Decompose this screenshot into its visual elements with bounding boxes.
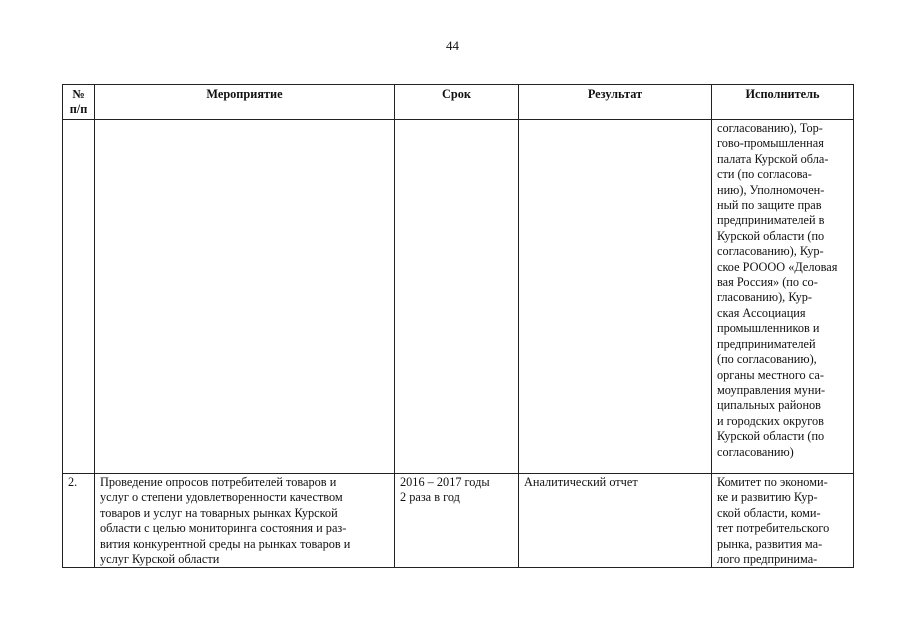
cell-term (395, 474, 519, 568)
header-result: Результат (519, 85, 712, 120)
header-event: Мероприятие (95, 85, 395, 120)
event-line: вития конкурентной среды на рынках товаров и (100, 536, 351, 551)
table-header-row (63, 85, 854, 120)
executor-line: гово-промышленная (717, 136, 824, 151)
event-line: Проведение опросов потребителей товаров и (100, 475, 337, 489)
executor-line: тет потребительского (717, 521, 830, 536)
executor-line: палата Курской обла- (717, 151, 829, 166)
executor-line: лого предпринима- (717, 552, 818, 567)
executor-line: промышленников и (717, 321, 820, 336)
cell-term (395, 120, 519, 474)
executor-line: предпринимателей в (717, 213, 825, 228)
cell-number (63, 120, 95, 474)
executor-line: органы местного са- (717, 367, 824, 382)
executor-line: Курской области (по (717, 228, 825, 243)
header-term: Срок (395, 85, 519, 120)
event-line: услуг Курской области (100, 552, 220, 567)
event-line: услуг о степени удовлетворенности качеством (100, 490, 343, 505)
page-number: 44 (446, 38, 459, 53)
executor-line: Курской области (по (717, 429, 825, 444)
header-executor: Исполнитель (712, 85, 854, 120)
executor-line: ская Ассоциация (717, 305, 806, 320)
header-number-line1: № (72, 87, 85, 101)
executor-line: моуправления муни- (717, 382, 826, 397)
executor-line: ципальных районов (717, 398, 821, 413)
table-row (63, 474, 854, 568)
term-line: 2 раза в год (400, 490, 460, 505)
cell-executor (712, 474, 854, 568)
event-line: товаров и услуг на товарных рынках Курской (100, 505, 338, 520)
executor-line: Комитет по экономи- (717, 475, 828, 489)
cell-event (95, 120, 395, 474)
executor-line: рынка, развития ма- (717, 536, 823, 551)
executor-line: нию), Уполномочен- (717, 182, 825, 197)
executor-line: ке и развитию Кур- (717, 490, 818, 505)
executor-line: ское РОООО «Деловая (717, 259, 838, 274)
executor-line: вая Россия» (по со- (717, 275, 818, 290)
executor-line: ный по защите прав (717, 198, 822, 213)
activities-table (62, 84, 854, 568)
executor-line: (по согласованию), (717, 352, 817, 367)
executor-line: согласованию), Тор- (717, 121, 823, 135)
executor-line: и городских округов (717, 413, 824, 428)
table-row (63, 120, 854, 474)
header-number (63, 85, 95, 120)
executor-line: предпринимателей (717, 336, 816, 351)
cell-number: 2. (63, 474, 95, 568)
cell-executor (712, 120, 854, 474)
executor-line: согласованию), Кур- (717, 244, 824, 259)
event-line: области с целью мониторинга состояния и раз- (100, 521, 347, 536)
term-line: 2016 – 2017 годы (400, 475, 490, 489)
executor-line: гласованию), Кур- (717, 290, 812, 305)
header-number-line2: п/п (69, 102, 88, 116)
cell-result (519, 120, 712, 474)
cell-result: Аналитический отчет (519, 474, 712, 568)
cell-event (95, 474, 395, 568)
executor-line: сти (по согласова- (717, 167, 812, 182)
executor-line: согласованию) (717, 444, 794, 459)
executor-line: ской области, коми- (717, 505, 821, 520)
